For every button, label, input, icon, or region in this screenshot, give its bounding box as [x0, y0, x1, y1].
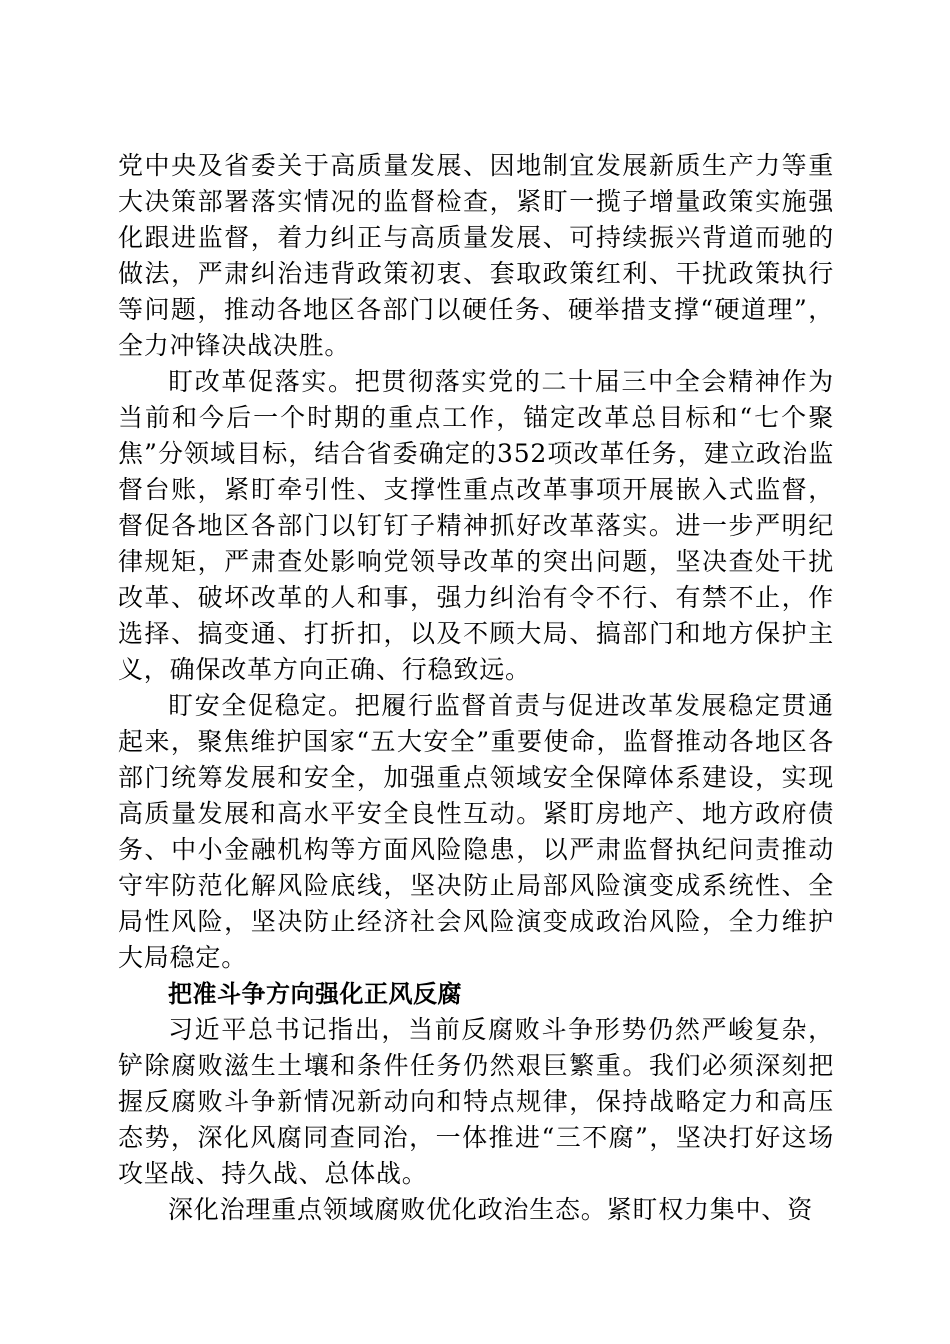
paragraph-3: 盯安全促稳定。把履行监督首责与促进改革发展稳定贯通起来，聚焦维护国家“五大安全”重要使命，监督推动各地区各部门统筹发展和安全，加强重点领域安全保障体系建设，实现高质量发展和高水平安全良性互动。紧盯房地产、地方政府债务、中小金融机构等方面风险隐患，以严肃监督执纪问责推动守牢防范化解风险底线，坚决防止局部风险演变成系统性、全局性风险，坚决防止经济社会风险演变成政治风险，全力维护大局稳定。	[118, 691, 834, 972]
paragraph-5: 深化治理重点领域腐败优化政治生态。紧盯权力集中、资	[168, 1195, 814, 1224]
paragraph-1: 党中央及省委关于高质量发展、因地制宜发展新质生产力等重大决策部署落实情况的监督检查，紧盯一揽子增量政策实施强化跟进监督，着力纠正与高质量发展、可持续振兴背道而驰的做法，严肃纠治违背政策初衷、套取政策红利、干扰政策执行等问题，推动各地区各部门以硬任务、硬举措支撑“硬道理”，全力冲锋决战决胜。	[118, 151, 834, 360]
paragraph-4: 习近平总书记指出，当前反腐败斗争形势仍然严峻复杂，铲除腐败滋生土壤和条件任务仍然艰巨繁重。我们必须深刻把握反腐败斗争新情况新动向和特点规律，保持战略定力和高压态势，深化风腐同查同治，一体推进“三不腐”，坚决打好这场攻坚战、持久战、总体战。	[118, 1015, 834, 1188]
document-body	[118, 148, 834, 1228]
paragraph-2: 盯改革促落实。把贯彻落实党的二十届三中全会精神作为当前和今后一个时期的重点工作，锚定改革总目标和“七个聚焦”分领域目标，结合省委确定的352项改革任务，建立政治监督台账，紧盯牵引性、支撑性重点改革事项开展嵌入式监督，督促各地区各部门以钉钉子精神抓好改革落实。进一步严明纪律规矩，严肃查处影响党领导改革的突出问题，坚决查处干扰改革、破坏改革的人和事，强力纠治有令不行、有禁不止，作选择、搞变通、打折扣，以及不顾大局、搞部门和地方保护主义，确保改革方向正确、行稳致远。	[118, 367, 834, 684]
section-heading: 把准斗争方向强化正风反腐	[168, 980, 462, 1008]
